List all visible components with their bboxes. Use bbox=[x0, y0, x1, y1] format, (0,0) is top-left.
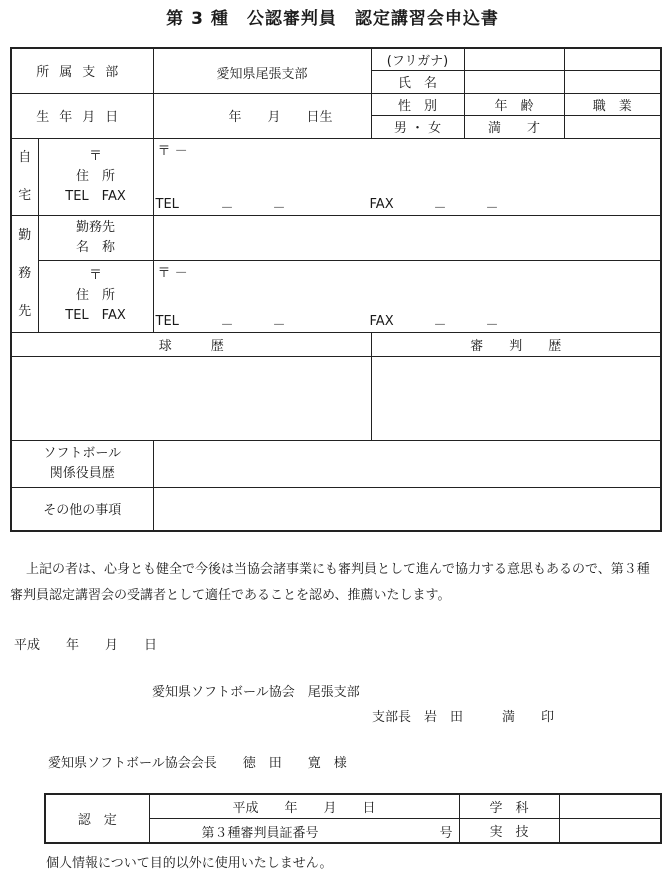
fax-dashes: － － bbox=[433, 317, 499, 332]
postal-mark: 〒 bbox=[89, 268, 103, 283]
softball-role-field[interactable] bbox=[153, 440, 661, 487]
softball-role-line: 関係役員歴 bbox=[49, 465, 115, 481]
fax-prefix: FAX bbox=[369, 313, 394, 329]
birth-label: 生年月日 bbox=[11, 93, 153, 138]
tel-dashes: － － bbox=[220, 200, 286, 215]
fax-dashes: － － bbox=[433, 200, 499, 215]
association-name: 愛知県ソフトボール協会 尾張支部 bbox=[152, 685, 360, 700]
age-field[interactable]: 満 才 bbox=[464, 115, 564, 138]
home-address-label bbox=[38, 138, 153, 215]
other-label: その他の事項 bbox=[11, 487, 153, 531]
workplace-name-line: 勤務先 bbox=[76, 219, 116, 235]
cert-date[interactable]: 平成 年 月 日 bbox=[149, 794, 459, 819]
blank-cell bbox=[564, 48, 661, 70]
cert-number-label: 第３種審判員証番号 bbox=[201, 826, 319, 841]
tel-prefix: TEL bbox=[155, 313, 179, 329]
referee-career-field[interactable] bbox=[371, 356, 661, 440]
workplace-label-char: 先 bbox=[18, 303, 32, 319]
postal-code-field[interactable]: 〒 － bbox=[157, 143, 188, 159]
name-label: 氏 名 bbox=[371, 70, 464, 93]
workplace-label-char: 務 bbox=[18, 265, 32, 281]
theory-field[interactable] bbox=[559, 794, 661, 819]
branch-chief-signature: 支部長 岩 田 満 印 bbox=[372, 710, 555, 725]
job-field[interactable] bbox=[564, 115, 661, 138]
recommendation-text: 上記の者は、心身とも健全で今後は当協会諸事業にも審判員として進んで協力する意思もあるので、第３種審判員認定講習会の受講者として適任であることを認め、推薦いたします。 bbox=[10, 562, 650, 603]
branch-label: 所属支部 bbox=[11, 48, 153, 93]
sex-label: 性 別 bbox=[371, 93, 464, 115]
home-label-char: 自 bbox=[18, 149, 32, 165]
age-label: 年 齢 bbox=[464, 93, 564, 115]
workplace-label bbox=[11, 215, 38, 332]
cert-label: 認 定 bbox=[45, 794, 149, 843]
form-title: 第 3 種 公認審判員 認定講習会申込書 bbox=[166, 9, 499, 29]
home-label-char: 宅 bbox=[18, 187, 32, 203]
softball-role-line: ソフトボール bbox=[43, 445, 122, 461]
cert-number-field[interactable] bbox=[149, 819, 459, 844]
cert-number-suffix: 号 bbox=[439, 826, 453, 841]
certification-box bbox=[44, 793, 662, 844]
theory-label: 学 科 bbox=[459, 794, 559, 819]
birth-date-field[interactable]: 年 月 日生 bbox=[153, 93, 371, 138]
postal-code-field[interactable]: 〒 － bbox=[157, 265, 188, 281]
work-address-field[interactable] bbox=[153, 260, 661, 332]
job-label: 職 業 bbox=[564, 93, 661, 115]
branch-value: 愛知県尾張支部 bbox=[153, 48, 371, 93]
addressee: 愛知県ソフトボール協会会長 徳 田 寛 様 bbox=[48, 756, 347, 771]
tel-fax-label: TEL FAX bbox=[65, 308, 126, 323]
recommend-date: 平成 年 月 日 bbox=[14, 638, 158, 653]
furigana-label: (フリガナ) bbox=[371, 48, 464, 70]
career-label: 球 歴 bbox=[11, 332, 371, 356]
referee-career-label: 審 判 歴 bbox=[371, 332, 661, 356]
home-address-field[interactable] bbox=[153, 138, 661, 215]
tel-dashes: － － bbox=[220, 317, 286, 332]
postal-mark: 〒 bbox=[89, 148, 103, 164]
home-label bbox=[11, 138, 38, 215]
application-form bbox=[10, 47, 662, 532]
privacy-note: 個人情報について目的以外に使用いたしません。 bbox=[46, 856, 333, 871]
practical-field[interactable] bbox=[559, 819, 661, 844]
name-field[interactable] bbox=[464, 70, 564, 93]
workplace-name-label bbox=[38, 215, 153, 260]
furigana-field[interactable] bbox=[464, 48, 564, 70]
workplace-name-line: 名 称 bbox=[76, 239, 116, 255]
sex-options[interactable]: 男 ・ 女 bbox=[371, 115, 464, 138]
softball-role-label bbox=[11, 440, 153, 487]
tel-fax-label: TEL FAX bbox=[65, 188, 126, 204]
blank-cell bbox=[564, 70, 661, 93]
workplace-label-char: 勤 bbox=[18, 227, 32, 243]
work-address-label bbox=[38, 260, 153, 332]
other-field[interactable] bbox=[153, 487, 661, 531]
address-label: 住 所 bbox=[76, 168, 116, 184]
fax-prefix: FAX bbox=[369, 196, 394, 212]
practical-label: 実 技 bbox=[459, 819, 559, 844]
tel-prefix: TEL bbox=[155, 196, 179, 212]
career-field[interactable] bbox=[11, 356, 371, 440]
workplace-name-field[interactable] bbox=[153, 215, 661, 260]
address-label: 住 所 bbox=[76, 288, 116, 303]
